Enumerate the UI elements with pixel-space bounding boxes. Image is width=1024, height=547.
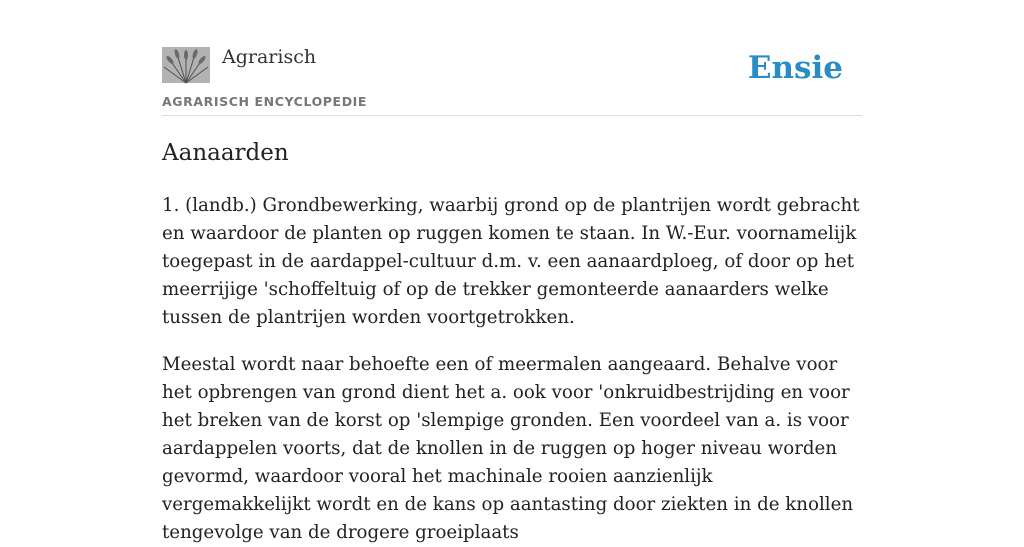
site-name[interactable]: Agrarisch (222, 46, 317, 68)
site-subtitle: AGRARISCH ENCYCLOPEDIE (162, 94, 368, 109)
site-header (162, 0, 862, 116)
ensie-logo[interactable]: Ensie (747, 50, 843, 86)
wheat-engraving-icon (162, 47, 210, 83)
article-paragraph-1: 1. (landb.) Grondbewerking, waarbij grond op de plantrijen wordt gebracht en waardoor de planten op ruggen komen te staan. In W.-Eur. voornamelijk toegepast in de aardappel-cultuur d.m. v. een aanaardploeg, of door op het meerrijige 'schoffeltuig of op de trekker gemonteerde aanaarders welke tussen de plantrijen worden voortgetrokken. (162, 195, 860, 328)
article-paragraph-2: Meestal wordt naar behoefte een of meermalen aangeaard. Behalve voor het opbrengen van grond dient het a. ook voor 'onkruidbestrijding en voor het breken van de korst op 'slempige gronden. Een voordeel van a. is voor aardappelen voorts, dat de knollen in de ruggen op hoger niveau worden gevormd, waardoor vooral het machinale rooien aanzienlijk vergemakkelijkt wordt en de kans op aantasting door ziekten in de knollen tengevolge van de drogere groeiplaats (162, 354, 854, 543)
site-avatar[interactable] (162, 47, 210, 83)
page-container (162, 0, 862, 543)
article-title: Aanaarden (162, 140, 289, 166)
